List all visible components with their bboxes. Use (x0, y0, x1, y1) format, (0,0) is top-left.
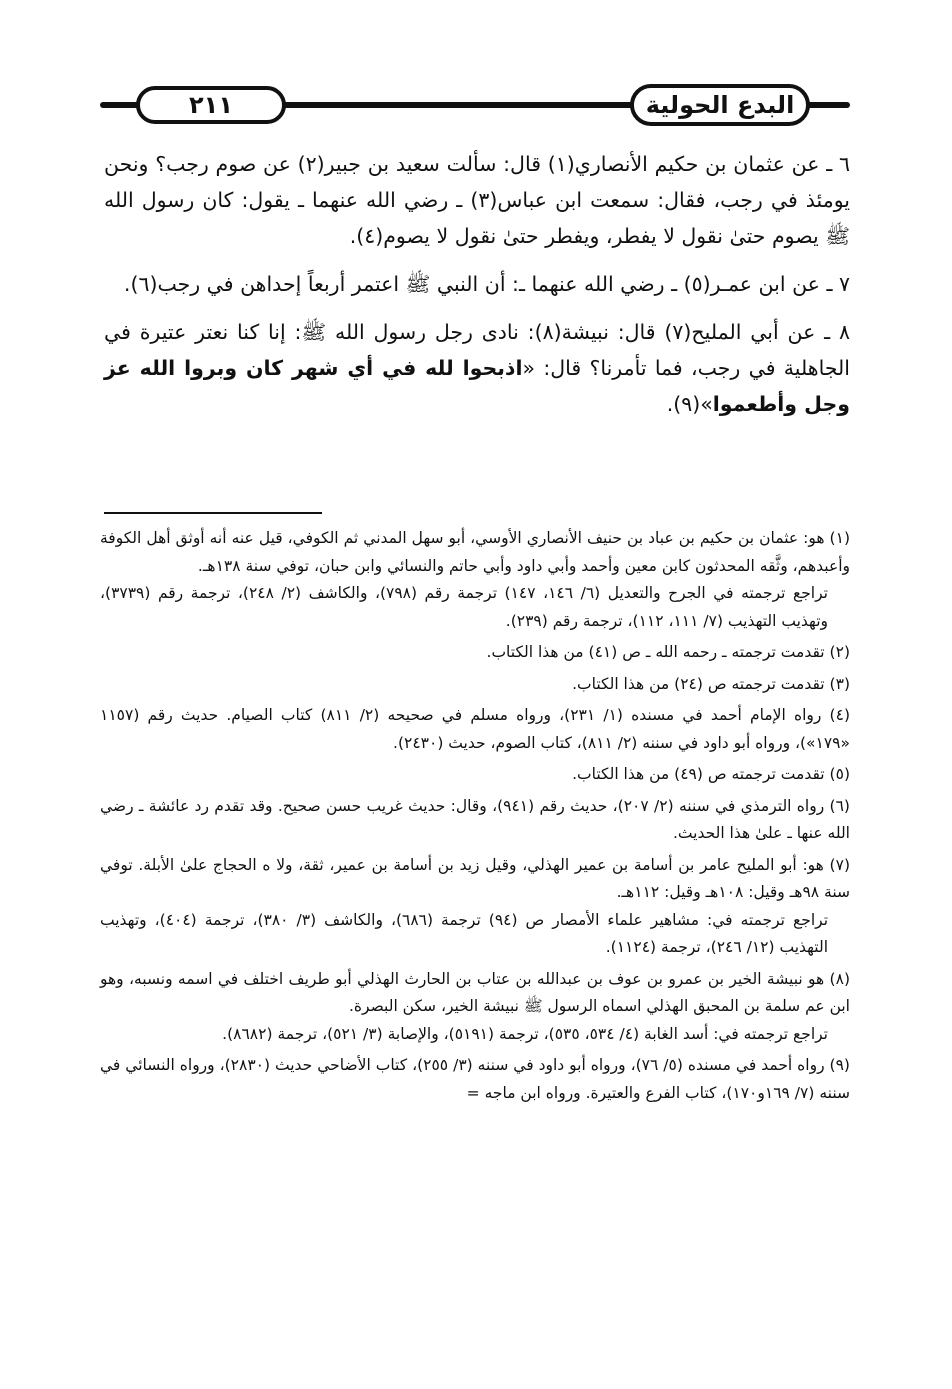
footnote-text: (٤) رواه الإمام أحمد في مسنده (١/ ٢٣١)، ورواه مسلم في صحيحه (٢/ ٨١١) كتاب الصيام. حديث رقم (١١٥٧ «١٧٩»)، ورواه أبو داود في سننه (٢/ ٨١١)، كتاب الصوم، حديث (٢٤٣٠). (100, 706, 850, 752)
hadith-number: ٧ ـ (826, 272, 850, 296)
page-header (100, 80, 850, 130)
hadith-number: ٨ ـ (824, 320, 850, 344)
footnote-1 (100, 525, 850, 635)
hadith-8 (104, 314, 850, 422)
footnote-8 (100, 966, 850, 1049)
footnote-text: تراجع ترجمته في الجرح والتعديل (٦/ ١٤٦، ١٤٧) ترجمة رقم (٧٩٨)، والكاشف (٢/ ٢٤٨)، ترجمة رقم (٣٧٣٩)، وتهذيب التهذيب (٧/ ١١١، ١١٢)، ترجمة رقم (٢٣٩). (100, 584, 828, 630)
hadith-7 (104, 266, 850, 302)
footnote-text: (٣) تقدمت ترجمته ص (٢٤) من هذا الكتاب. (572, 674, 850, 693)
footnotes (100, 525, 850, 1111)
hadith-6 (104, 146, 850, 254)
footnote-text: (٧) هو: أبو المليح عامر بن أسامة بن عمير الهذلي، وقيل زيد بن أسامة بن عمير، ثقة، ولا ه الحجاج علىٰ الأبلة. توفي سنة ٩٨هـ وقيل: ١٠٨هـ وقيل: ١١٢هـ. (100, 855, 850, 901)
footnote-text: (٦) رواه الترمذي في سننه (٢/ ٢٠٧)، حديث رقم (٩٤١)، وقال: حديث غريب حسن صحيح. وقد تقدم رد عائشة ـ رضي الله عنها ـ علىٰ هذا الحديث. (100, 796, 850, 842)
hadith-text: عن أبي المليح(٧) قال: نبيشة(٨): نادى رجل رسول الله ﷺ: إنا كنا نعتر عتيرة في الجاهلية في رجب، فما تأمرنا؟ قال: « (104, 320, 850, 380)
hadith-bold-quote: اذبحوا لله في أي شهر كان وبروا الله عز وجل وأطعموا (104, 356, 850, 416)
footnote-text: (٩) رواه أحمد في مسنده (٥/ ٧٦)، ورواه أبو داود في سننه (٣/ ٢٥٥)، كتاب الأضاحي حديث (٢٨٣٠)، ورواه النسائي في سننه (٧/ ١٦٩و١٧٠)، كتاب الفرع والعتيرة. ورواه ابن ماجه = (100, 1056, 850, 1102)
running-title: البدع الحولية (630, 84, 810, 126)
hadith-number: ٦ ـ (826, 152, 850, 176)
footnote-9 (100, 1052, 850, 1107)
footnote-text: (١) هو: عثمان بن حكيم بن عباد بن حنيف الأنصاري الأوسي، أبو سهل المدني ثم الكوفي، قيل عنه أنه أوثق أهل الكوفة وأعبدهم، وثَّقه المحدثون كابن معين وأحمد وأبي داود وأبي حاتم والنسائي وابن حبان، توفي سنة ١٣٨هـ. (100, 529, 850, 575)
footnote-3 (100, 671, 850, 699)
footnote-text: (٢) تقدمت ترجمته ـ رحمه الله ـ ص (٤١) من هذا الكتاب. (486, 643, 850, 661)
footnote-7 (100, 852, 850, 962)
hadith-text: عن عثمان بن حكيم الأنصاري(١) قال: سألت سعيد بن جبير(٢) عن صوم رجب؟ ونحن يومئذ في رجب، فقال: سمعت ابن عباس(٣) ـ رضي الله عنهما ـ يقول: كان رسول الله ﷺ يصوم حتىٰ نقول لا يفطر، ويفطر حتىٰ نقول لا يصوم(٤). (104, 152, 851, 248)
footnote-divider (104, 512, 322, 514)
footnote-text: (٥) تقدمت ترجمته ص (٤٩) من هذا الكتاب. (572, 765, 850, 783)
footnote-text: تراجع ترجمته في: أسد الغابة (٤/ ٥٣٤، ٥٣٥)، ترجمة (٥١٩١)، والإصابة (٣/ ٥٢١)، ترجمة (٨٦٨٢). (222, 1024, 828, 1043)
footnote-2 (100, 639, 850, 667)
page-number: ٢١١ (136, 86, 286, 124)
footnote-text: (٨) هو نبيشة الخير بن عمرو بن عوف بن عبدالله بن عتاب بن الحارث الهذلي أبو طريف اختلف في اسمه ونسبه، وهو ابن عم سلمة بن المحبق الهذلي اسماه الرسول ﷺ نبيشة الخير، سكن البصرة. (100, 969, 850, 1015)
footnote-5 (100, 761, 850, 789)
hadith-tail: »(٩). (666, 392, 713, 416)
footnote-text: تراجع ترجمته في: مشاهير علماء الأمصار ص (٩٤) ترجمة (٦٨٦)، والكاشف (٣/ ٣٨٠)، ترجمة (٤٠٤)، وتهذيب التهذيب (١٢/ ٢٤٦)، ترجمة (١١٢٤). (100, 910, 829, 956)
footnote-6 (100, 793, 850, 848)
footnote-4 (100, 702, 850, 757)
hadith-text: عن ابن عمـر(٥) ـ رضي الله عنهما ـ: أن النبي ﷺ اعتمر أربعاً إحداهن في رجب(٦). (123, 272, 820, 296)
main-text (104, 146, 850, 434)
